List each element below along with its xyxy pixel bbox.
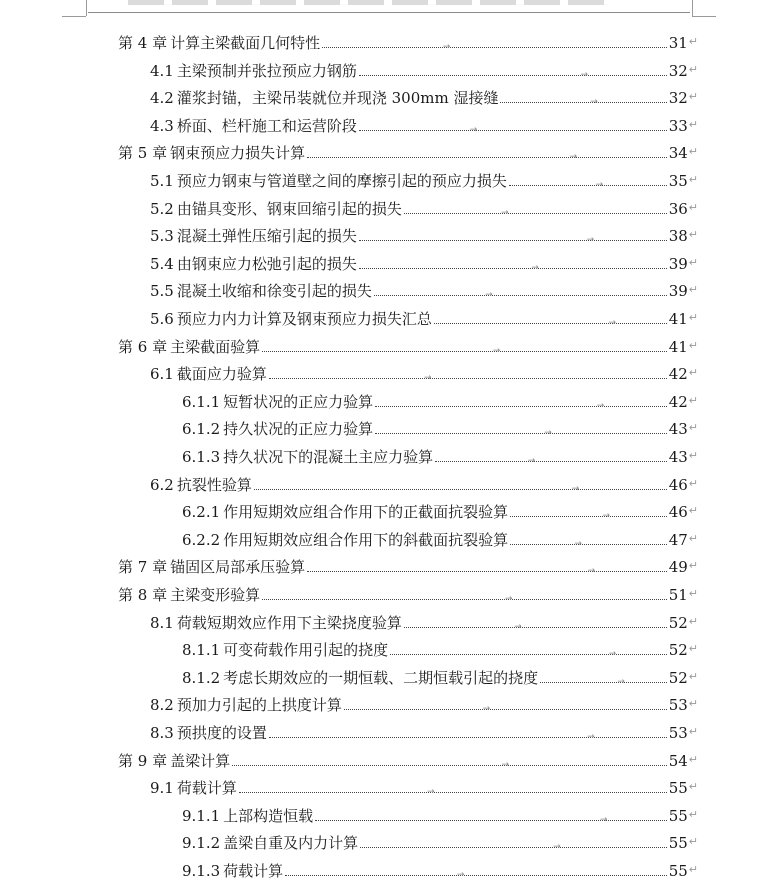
tab-arrow-icon: → xyxy=(485,290,493,301)
dot-leader xyxy=(254,483,667,494)
toc-entry-number: 5.2 xyxy=(150,199,174,218)
tab-arrow-icon: → xyxy=(586,235,595,246)
paragraph-mark-icon: ↵ xyxy=(688,90,698,104)
toc-entry-title: 荷载短期效应作用下主梁挠度验算 xyxy=(176,613,402,632)
toc-entry-title: 作用短期效应组合作用下的斜截面抗裂验算 xyxy=(223,530,509,549)
toc-entry-title: 截面应力验算 xyxy=(176,365,267,384)
toc-entry-title: 由锚具变形、钢束回缩引起的损失 xyxy=(176,199,402,218)
paragraph-mark-icon: ↵ xyxy=(688,531,698,545)
toc-entry-page: 55 xyxy=(668,862,688,880)
toc-entry[interactable] xyxy=(118,577,698,604)
toc-entry-title: 灌浆封锚，主梁吊装就位并现浇 300mm 湿接缝 xyxy=(176,89,499,108)
toc-entry-number: 6.2.2 xyxy=(182,530,221,549)
toc-entry[interactable] xyxy=(118,135,698,162)
toc-entry[interactable] xyxy=(150,687,698,714)
tab-arrow-icon: → xyxy=(569,152,578,163)
paragraph-mark-icon: ↵ xyxy=(688,173,698,186)
tab-arrow-icon: → xyxy=(587,566,596,577)
toc-entry-page: 53 xyxy=(668,696,688,715)
toc-entry[interactable] xyxy=(182,384,698,411)
paragraph-mark-icon: ↵ xyxy=(688,283,698,297)
toc-entry[interactable] xyxy=(150,191,698,218)
dot-leader xyxy=(540,676,667,687)
toc-entry-title: 考虑长期效应的一期恒载、二期恒载引起的挠度 xyxy=(223,668,539,687)
toc-entry-page: 51 xyxy=(668,586,688,604)
toc-entry-page: 46 xyxy=(668,475,688,494)
tab-arrow-icon: → xyxy=(608,318,617,328)
paragraph-mark-icon: ↵ xyxy=(688,780,698,794)
dot-leader xyxy=(344,704,667,715)
paragraph-mark-icon: ↵ xyxy=(688,62,698,76)
tab-arrow-icon: → xyxy=(492,345,501,356)
paragraph-mark-icon: ↵ xyxy=(688,35,698,48)
header-text-cutoff xyxy=(128,0,610,5)
toc-entry[interactable] xyxy=(118,25,698,52)
toc-entry-number: 8.1 xyxy=(150,613,174,632)
toc-entry[interactable] xyxy=(182,660,698,687)
tab-arrow-icon: → xyxy=(501,207,509,218)
dot-leader xyxy=(359,262,667,273)
paragraph-mark-icon: ↵ xyxy=(688,725,698,738)
toc-entry-number: 6.1 xyxy=(150,365,174,384)
paragraph-mark-icon: ↵ xyxy=(688,642,698,656)
dot-leader xyxy=(315,814,667,825)
paragraph-mark-icon: ↵ xyxy=(688,255,698,269)
toc-entry-number: 9.1 xyxy=(150,779,174,798)
toc-entry-number: 4.2 xyxy=(150,89,174,108)
crop-mark-left-h xyxy=(62,16,86,18)
toc-entry-title: 荷载计算 xyxy=(176,779,237,798)
toc-entry-page: 41 xyxy=(668,310,688,328)
toc-entry-page: 52 xyxy=(668,668,688,687)
paragraph-mark-icon: ↵ xyxy=(688,311,698,324)
toc-entry-number: 5.4 xyxy=(150,254,174,273)
toc-entry-page: 43 xyxy=(668,420,688,439)
dot-leader xyxy=(232,759,667,770)
toc-entry[interactable] xyxy=(150,53,698,80)
tab-arrow-icon: → xyxy=(587,732,595,742)
toc-entry-page: 39 xyxy=(668,282,688,301)
toc-entry-number: 9.1.1 xyxy=(182,806,221,825)
crop-mark-right-h xyxy=(692,16,716,18)
paragraph-mark-icon: ↵ xyxy=(688,835,698,849)
toc-entry-page: 55 xyxy=(668,806,688,825)
toc-entry-number: 第 7 章 xyxy=(118,558,168,577)
toc-entry-number: 9.1.3 xyxy=(182,862,221,880)
toc-entry-number: 6.2.1 xyxy=(182,503,221,522)
toc-entry-title: 预应力钢束与管道壁之间的摩擦引起的预应力损失 xyxy=(176,172,507,190)
toc-entry-title: 计算主梁截面几何特性 xyxy=(170,34,321,52)
toc-entry[interactable] xyxy=(150,301,698,328)
toc-entry[interactable] xyxy=(182,494,698,521)
toc-entry-page: 52 xyxy=(668,641,688,660)
dot-leader xyxy=(390,649,667,660)
paragraph-mark-icon: ↵ xyxy=(688,338,698,352)
toc-entry[interactable] xyxy=(182,411,698,438)
toc-entry-page: 43 xyxy=(668,448,688,466)
dot-leader xyxy=(375,400,667,411)
toc-entry-page: 55 xyxy=(668,834,688,853)
dot-leader xyxy=(359,69,667,80)
dot-leader xyxy=(262,594,667,604)
toc-entry-page: 49 xyxy=(668,558,688,577)
paragraph-mark-icon: ↵ xyxy=(688,145,698,159)
dot-leader xyxy=(307,152,667,163)
tab-arrow-icon: → xyxy=(571,483,580,494)
toc-entry[interactable] xyxy=(150,605,698,632)
toc-entry-page: 46 xyxy=(668,503,688,522)
toc-entry-page: 39 xyxy=(668,254,688,273)
toc-entry-number: 第 8 章 xyxy=(118,586,168,604)
toc-entry-title: 由钢束应力松弛引起的损失 xyxy=(176,254,357,273)
toc-entry-title: 上部构造恒载 xyxy=(223,806,314,825)
toc-entry-number: 5.3 xyxy=(150,227,174,246)
toc-entry-page: 42 xyxy=(668,365,688,384)
toc-entry-page: 53 xyxy=(668,724,688,742)
dot-leader xyxy=(404,207,667,218)
toc-entry-page: 35 xyxy=(668,172,688,190)
tab-arrow-icon: → xyxy=(599,814,608,825)
toc-entry-number: 5.5 xyxy=(150,282,174,301)
toc-entry[interactable] xyxy=(150,467,698,494)
tab-arrow-icon: → xyxy=(590,97,598,108)
tab-arrow-icon: → xyxy=(504,594,513,604)
toc-entry-number: 5.1 xyxy=(150,172,174,190)
toc-entry-number: 8.3 xyxy=(150,724,174,742)
toc-entry-page: 55 xyxy=(668,779,688,798)
toc-entry-title: 持久状况的正应力验算 xyxy=(223,420,374,439)
toc-entry[interactable] xyxy=(118,329,698,356)
toc-entry[interactable] xyxy=(182,439,698,466)
toc-entry-page: 47 xyxy=(668,530,688,549)
dot-leader xyxy=(359,235,667,246)
paragraph-mark-icon: ↵ xyxy=(688,807,698,821)
toc-entry[interactable] xyxy=(150,80,698,107)
dot-leader xyxy=(359,124,667,135)
paragraph-mark-icon: ↵ xyxy=(688,752,698,766)
paragraph-mark-icon: ↵ xyxy=(688,421,698,435)
toc-entry-page: 33 xyxy=(668,116,688,135)
toc-entry-number: 6.2 xyxy=(150,475,174,494)
paragraph-mark-icon: ↵ xyxy=(688,117,698,131)
paragraph-mark-icon: ↵ xyxy=(688,393,698,407)
toc-entry-number: 第 9 章 xyxy=(118,751,168,770)
toc-entry-page: 34 xyxy=(668,144,688,163)
toc-entry-title: 预应力内力计算及钢束预应力损失汇总 xyxy=(176,310,432,328)
toc-entry[interactable] xyxy=(182,522,698,549)
dot-leader xyxy=(374,290,667,301)
toc-entry-title: 盖梁计算 xyxy=(170,751,231,770)
toc-entry-title: 锚固区局部承压验算 xyxy=(170,558,306,577)
toc-entry-title: 桥面、栏杆施工和运营阶段 xyxy=(176,116,357,135)
toc-entry-page: 42 xyxy=(668,392,688,411)
dot-leader xyxy=(500,97,666,108)
toc-entry-number: 8.2 xyxy=(150,696,174,715)
tab-arrow-icon: → xyxy=(469,124,478,135)
toc-entry-number: 第 5 章 xyxy=(118,144,168,163)
dot-leader xyxy=(239,787,667,798)
tab-arrow-icon: → xyxy=(527,456,536,466)
tab-arrow-icon: → xyxy=(456,870,465,880)
dot-leader xyxy=(360,842,667,853)
toc-entry-page: 38 xyxy=(668,227,688,246)
paragraph-mark-icon: ↵ xyxy=(688,200,698,214)
paragraph-mark-icon: ↵ xyxy=(688,366,698,380)
toc-entry[interactable] xyxy=(150,163,698,190)
toc-entry-page: 41 xyxy=(668,337,688,356)
toc-entry-number: 8.1.1 xyxy=(182,641,221,660)
toc-entry-title: 可变荷载作用引起的挠度 xyxy=(223,641,389,660)
tab-arrow-icon: → xyxy=(595,180,604,190)
tab-arrow-icon: → xyxy=(514,621,522,632)
tab-arrow-icon: → xyxy=(580,69,589,80)
toc-entry[interactable] xyxy=(182,798,698,825)
toc-entry-number: 4.1 xyxy=(150,61,174,80)
toc-entry[interactable] xyxy=(150,356,698,383)
toc-entry-page: 52 xyxy=(668,613,688,632)
toc-entry[interactable] xyxy=(118,549,698,576)
toc-entry-title: 主梁截面验算 xyxy=(170,337,261,356)
toc-entry-page: 36 xyxy=(668,199,688,218)
toc-entry[interactable] xyxy=(150,108,698,135)
dot-leader xyxy=(285,870,667,880)
paragraph-mark-icon: ↵ xyxy=(688,863,698,876)
toc-entry-title: 盖梁自重及内力计算 xyxy=(223,834,359,853)
toc-entry-title: 预拱度的设置 xyxy=(176,724,267,742)
dot-leader xyxy=(322,42,667,52)
crop-mark-left xyxy=(86,0,88,16)
tab-arrow-icon: → xyxy=(574,538,582,549)
toc-entry-title: 持久状况下的混凝土主应力验算 xyxy=(223,448,434,466)
tab-arrow-icon: → xyxy=(482,704,491,715)
toc-entry-number: 6.1.2 xyxy=(182,420,221,439)
dot-leader xyxy=(269,373,667,384)
paragraph-mark-icon: ↵ xyxy=(688,476,698,490)
paragraph-mark-icon: ↵ xyxy=(688,614,698,628)
toc-entry[interactable] xyxy=(150,273,698,300)
dot-leader xyxy=(307,566,667,577)
toc-entry-title: 荷载计算 xyxy=(223,862,284,880)
toc-entry-page: 31 xyxy=(668,34,688,52)
toc-entry-title: 主梁变形验算 xyxy=(170,586,261,604)
toc-entry-page: 32 xyxy=(668,89,688,108)
toc-entry-number: 6.1.1 xyxy=(182,392,221,411)
crop-mark-right xyxy=(692,0,694,16)
tab-arrow-icon: → xyxy=(608,649,617,660)
toc-entry-title: 主梁预制并张拉预应力钢筋 xyxy=(176,61,357,80)
dot-leader xyxy=(269,732,667,742)
toc-entry-number: 8.1.2 xyxy=(182,668,221,687)
toc-entry-number: 9.1.2 xyxy=(182,834,221,853)
toc-entry-title: 混凝土收缩和徐变引起的损失 xyxy=(176,282,372,301)
toc-entry-title: 混凝土弹性压缩引起的损失 xyxy=(176,227,357,246)
toc-entry-number: 第 4 章 xyxy=(118,34,168,52)
dot-leader xyxy=(510,511,667,522)
toc-entry[interactable] xyxy=(182,632,698,659)
toc-entry[interactable] xyxy=(150,770,698,797)
paragraph-mark-icon: ↵ xyxy=(688,504,698,518)
tab-arrow-icon: → xyxy=(442,42,451,52)
paragraph-mark-icon: ↵ xyxy=(688,587,698,600)
paragraph-mark-icon: ↵ xyxy=(688,228,698,242)
paragraph-mark-icon: ↵ xyxy=(688,669,698,683)
toc-entry[interactable] xyxy=(150,246,698,273)
dot-leader xyxy=(404,621,667,632)
tab-arrow-icon: → xyxy=(602,511,611,522)
paragraph-mark-icon: ↵ xyxy=(688,449,698,462)
page-header xyxy=(88,0,690,13)
tab-arrow-icon: → xyxy=(617,676,625,687)
tab-arrow-icon: → xyxy=(553,842,561,853)
toc-entry-number: 第 6 章 xyxy=(118,337,168,356)
toc-entry-title: 作用短期效应组合作用下的正截面抗裂验算 xyxy=(223,503,509,522)
toc-entry-number: 6.1.3 xyxy=(182,448,221,466)
dot-leader xyxy=(375,428,667,439)
dot-leader xyxy=(510,538,667,549)
toc-entry[interactable] xyxy=(150,218,698,245)
toc-entry[interactable] xyxy=(182,825,698,852)
toc-entry-title: 短暂状况的正应力验算 xyxy=(223,392,374,411)
paragraph-mark-icon: ↵ xyxy=(688,559,698,573)
toc-entry[interactable] xyxy=(182,853,698,880)
toc-entry-page: 32 xyxy=(668,61,688,80)
toc-entry[interactable] xyxy=(150,715,698,742)
toc-entry-title: 抗裂性验算 xyxy=(176,475,252,494)
tab-arrow-icon: → xyxy=(596,400,605,411)
dot-leader xyxy=(262,345,667,356)
toc-entry-number: 4.3 xyxy=(150,116,174,135)
toc-entry-number: 5.6 xyxy=(150,310,174,328)
dot-leader xyxy=(509,180,667,190)
toc-entry-title: 预加力引起的上拱度计算 xyxy=(176,696,342,715)
tab-arrow-icon: → xyxy=(501,759,510,770)
tab-arrow-icon: → xyxy=(424,373,432,384)
toc-entry-page: 54 xyxy=(668,751,688,770)
dot-leader xyxy=(434,318,667,328)
tab-arrow-icon: → xyxy=(544,428,552,439)
tab-arrow-icon: → xyxy=(531,262,539,273)
toc-entry-title: 钢束预应力损失计算 xyxy=(170,144,306,163)
paragraph-mark-icon: ↵ xyxy=(688,697,698,711)
dot-leader xyxy=(435,456,667,466)
toc-entry[interactable] xyxy=(118,743,698,770)
tab-arrow-icon: → xyxy=(427,787,435,798)
